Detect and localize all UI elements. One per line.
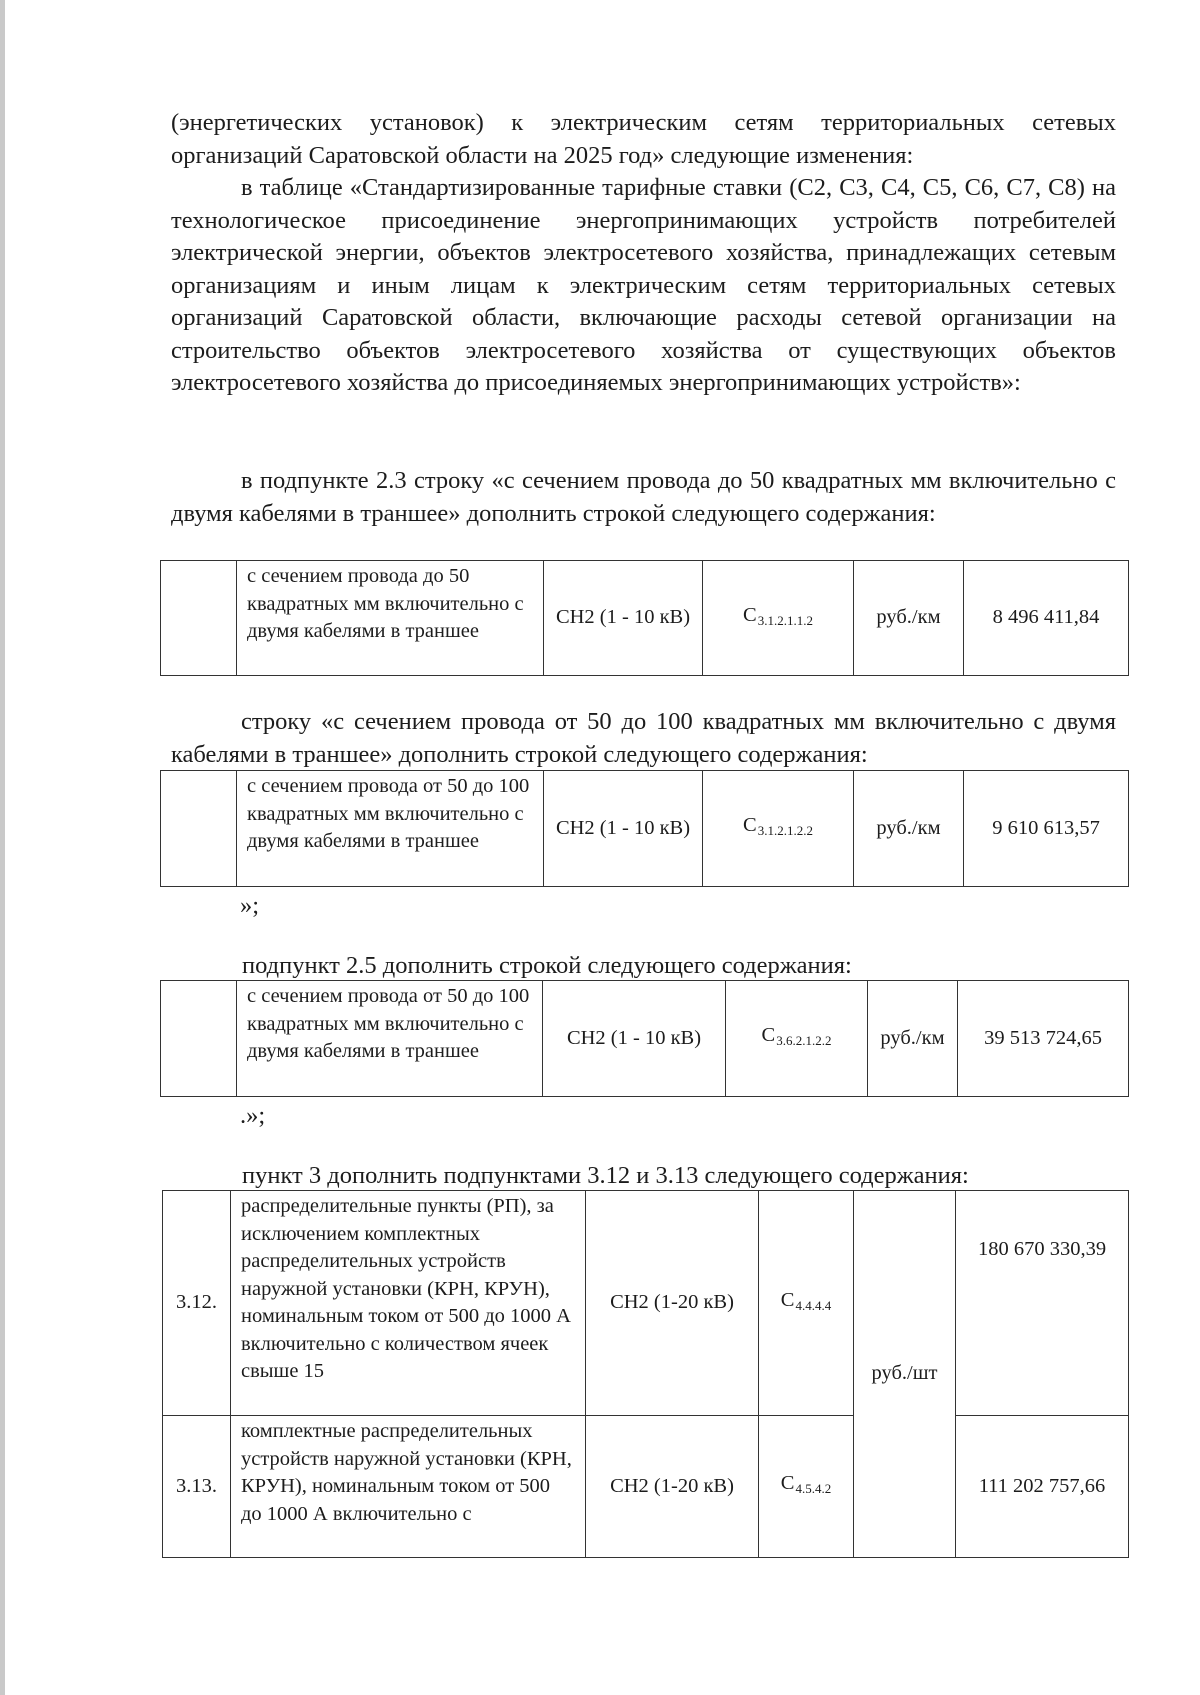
cell-number: 3.13.: [163, 1416, 231, 1558]
table-row-subitem-2-3: [160, 560, 1129, 676]
cell-rate-code: [759, 1416, 854, 1558]
cell-rate-code: [759, 1191, 854, 1416]
cell-value: 180 670 330,39: [956, 1191, 1129, 1416]
table-row-subitem-2-5: [160, 980, 1129, 1097]
cell-value: 8 496 411,84: [964, 561, 1129, 676]
cell-unit-merged: руб./шт: [854, 1191, 956, 1558]
cell-number: [161, 561, 237, 676]
table-item-3: [162, 1190, 1129, 1558]
cell-voltage: СН2 (1-20 кВ): [586, 1416, 759, 1558]
cell-value: 9 610 613,57: [964, 771, 1129, 887]
table-row: [161, 981, 1129, 1097]
rate-code-letter: С: [780, 1288, 795, 1311]
paragraph-subitem-2-3: в подпункте 2.3 строку «с сечением провода до 50 квадратных мм включительно с двумя кабелями в траншее» дополнить строкой следующего содержания:: [171, 467, 1116, 527]
cell-voltage: СН2 (1 - 10 кВ): [544, 561, 703, 676]
rate-code-subscript: 4.4.4.4: [795, 1297, 832, 1313]
paragraph-table-reference: в таблице «Стандартизированные тарифные ставки (С2, С3, С4, С5, С6, С7, С8) на технологическое присоединение энергопринимающих устройств потребителей электрической энергии, объектов электросетевого хозяйства, принадлежащих сетевым организациям и иным лицам к электрическим сетям территориальных сетевых организаций Саратовской области, включающие расходы сетевой организации на строительство объектов электросетевого хозяйства от существующих объектов электросетевого хозяйства до присоединяемых энергопринимающих устройств»:: [171, 174, 1116, 396]
cell-unit: руб./км: [868, 981, 958, 1097]
rate-code-subscript: 3.6.2.1.2.2: [776, 1033, 832, 1049]
closing-quote-1: »;: [240, 892, 260, 919]
cell-voltage: СН2 (1 - 10 кВ): [544, 771, 703, 887]
cell-value: 111 202 757,66: [956, 1416, 1129, 1558]
paragraph-subitem-2-3-row2: строку «с сечением провода от 50 до 100 квадратных мм включительно с двумя кабелями в траншее» дополнить строкой следующего содержания:: [171, 708, 1116, 768]
rate-code-letter: С: [743, 814, 757, 837]
rate-code-letter: С: [780, 1472, 795, 1495]
cell-description: распределительные пункты (РП), за исключением комплектных распределительных устройств наружной установки (КРН, КРУН), номинальным током от 500 до 1000 А включительно с количеством ячеек свыше 15: [231, 1191, 586, 1416]
paragraph-item-3: пункт 3 дополнить подпунктами 3.12 и 3.13 следующего содержания:: [242, 1162, 969, 1189]
paragraph-intro: (энергетических установок) к электрическим сетям территориальных сетевых организаций Саратовской области на 2025 год» следующие изменения:: [171, 109, 1116, 169]
cell-value: 39 513 724,65: [958, 981, 1129, 1097]
table-row: [163, 1416, 1129, 1558]
cell-description: с сечением провода от 50 до 100 квадратных мм включительно с двумя кабелями в траншее: [237, 771, 544, 887]
cell-description: с сечением провода от 50 до 100 квадратных мм включительно с двумя кабелями в траншее: [237, 981, 543, 1097]
closing-quote-2: .»;: [240, 1102, 266, 1129]
table-row: [161, 561, 1129, 676]
table-row: [163, 1191, 1129, 1416]
cell-unit: руб./км: [854, 771, 964, 887]
cell-description: с сечением провода до 50 квадратных мм включительно с двумя кабелями в траншее: [237, 561, 544, 676]
cell-number: [161, 771, 237, 887]
cell-number: [161, 981, 237, 1097]
rate-code-subscript: 4.5.4.2: [795, 1481, 832, 1497]
cell-rate-code: [703, 561, 854, 676]
cell-rate-code: [726, 981, 868, 1097]
rate-code-letter: С: [743, 603, 757, 626]
paragraph-subitem-2-5: подпункт 2.5 дополнить строкой следующего содержания:: [242, 952, 852, 979]
cell-description: комплектные распределительных устройств наружной установки (КРН, КРУН), номинальным током от 500 до 1000 А включительно с: [231, 1416, 586, 1558]
rate-code-subscript: 3.1.2.1.1.2: [757, 612, 813, 628]
rate-code-subscript: 3.1.2.1.2.2: [757, 823, 813, 839]
cell-voltage: СН2 (1-20 кВ): [586, 1191, 759, 1416]
table-row-subitem-2-3-row2: [160, 770, 1129, 887]
table-row: [161, 771, 1129, 887]
cell-rate-code: [703, 771, 854, 887]
cell-voltage: СН2 (1 - 10 кВ): [543, 981, 726, 1097]
rate-code-letter: С: [761, 1024, 776, 1047]
cell-number: 3.12.: [163, 1191, 231, 1416]
cell-unit: руб./км: [854, 561, 964, 676]
